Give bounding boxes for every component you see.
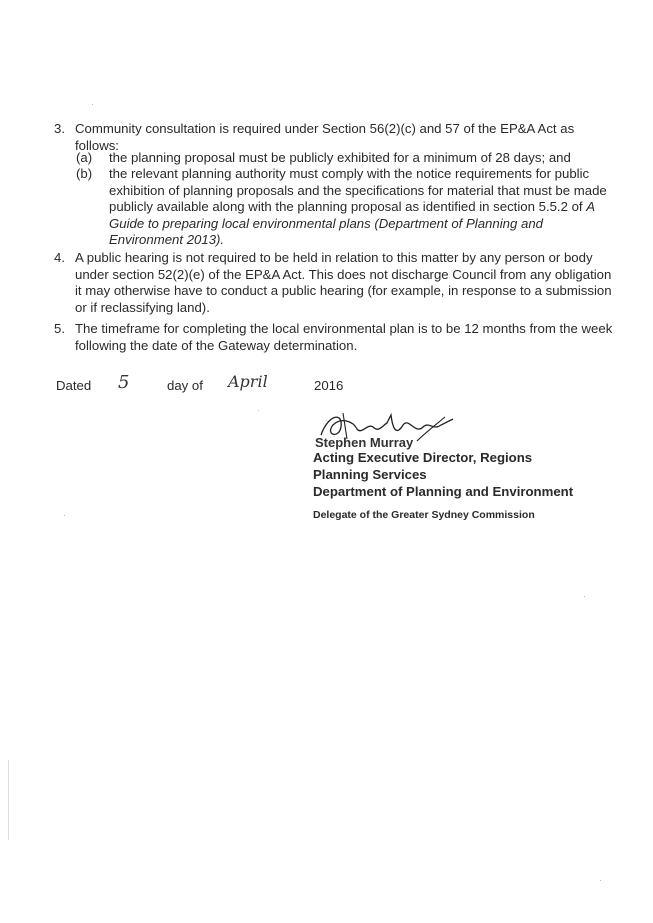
scan-speck — [64, 515, 65, 516]
signatory-department: Department of Planning and Environment — [313, 484, 574, 499]
scan-speck — [258, 410, 259, 411]
dated-label: Dated — [56, 378, 92, 393]
signatory-title: Acting Executive Director, Regions — [313, 450, 533, 465]
scan-speck — [600, 880, 601, 881]
clause-text: The timeframe for completing the local environmental plan is to be 12 months from the week following the date of the Gateway determination. — [75, 321, 613, 353]
clause-number: 5. — [54, 321, 65, 336]
scan-speck — [92, 104, 93, 105]
year: 2016 — [314, 378, 344, 393]
handwritten-month: April — [228, 372, 268, 391]
signatory-name: Stephen Murray — [315, 435, 414, 450]
clause-number: 4. — [54, 250, 65, 265]
clause-text: Community consultation is required under Section 56(2)(c) and 57 of the EP&A Act as follows: — [75, 121, 575, 153]
day-of-label: day of — [167, 378, 203, 393]
scan-edge-mark — [8, 760, 9, 840]
subclause-text-regular: the relevant planning authority must comply with the notice requirements for public exhibition of planning proposals and the specifications for material that must be made publicly available along with the planning proposal as identified in section 5.5.2 of — [109, 166, 607, 215]
subclause-text: the planning proposal must be publicly exhibited for a minimum of 28 days; and — [109, 150, 571, 165]
delegate-line: Delegate of the Greater Sydney Commission — [313, 509, 535, 521]
subclause-text — [109, 166, 609, 249]
handwritten-day: 5 — [118, 372, 130, 393]
subclause-label: (b) — [76, 166, 93, 181]
scan-speck — [584, 596, 585, 597]
guide-reference: A Guide to preparing local environmental plans (Department of Planning and Environment 2013). — [109, 199, 595, 248]
clause-text: A public hearing is not required to be held in relation to this matter by any person or body under section 52(2)(e) of the EP&A Act. This does not discharge Council from any obligation it may otherwise have to conduct a public hearing (for example, in response to a submission or if reclassifying land). — [75, 250, 612, 315]
subclause-label: (a) — [76, 150, 93, 165]
clause-number: 3. — [54, 121, 65, 136]
signatory-division: Planning Services — [313, 467, 427, 482]
